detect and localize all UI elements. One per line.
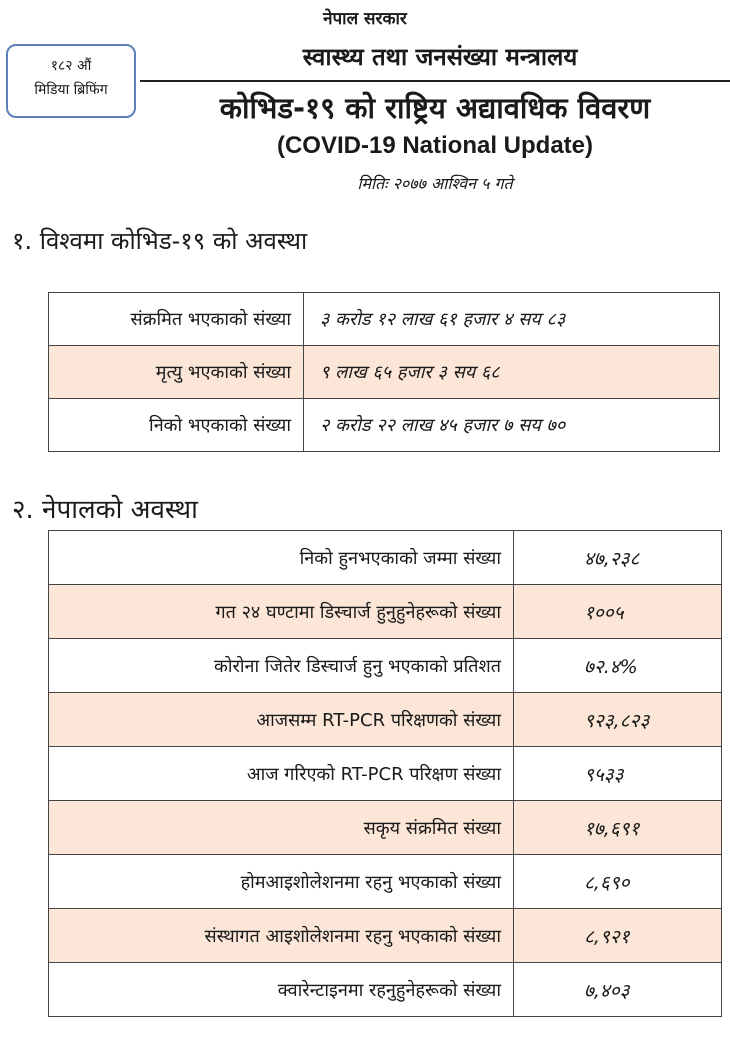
- table-row: [49, 346, 720, 399]
- table-row: [49, 855, 722, 909]
- page-subtitle: (COVID-19 National Update): [276, 132, 594, 159]
- row-value: ८,६९०: [514, 855, 722, 909]
- table-row: [49, 693, 722, 747]
- row-label: गत २४ घण्टामा डिस्चार्ज हुनुहुनेहरूको संख्या: [49, 585, 514, 639]
- row-value: ७,४०३: [514, 963, 722, 1017]
- report-date: मितिः २०७७ आश्विन ५ गते: [357, 174, 513, 193]
- row-value: १००५: [514, 585, 722, 639]
- row-label: आज गरिएको RT-PCR परिक्षण संख्या: [49, 747, 514, 801]
- row-label: होमआइशोलेशनमा रहनु भएकाको संख्या: [49, 855, 514, 909]
- row-label: निको भएकाको संख्या: [49, 399, 304, 452]
- row-value: ९५३३: [514, 747, 722, 801]
- header-divider: [140, 80, 730, 82]
- row-value: ९ लाख ६५ हजार ३ सय ६८: [304, 346, 720, 399]
- ministry-name: स्वास्थ्य तथा जनसंख्या मन्त्रालय: [302, 43, 578, 71]
- table-row: [49, 639, 722, 693]
- nepal-section-heading: २. नेपालको अवस्था: [12, 495, 198, 525]
- row-label: निको हुनभएकाको जम्मा संख्या: [49, 531, 514, 585]
- briefing-number: १८२ औं: [50, 58, 92, 74]
- row-label: आजसम्म RT-PCR परिक्षणको संख्या: [49, 693, 514, 747]
- table-row: [49, 909, 722, 963]
- world-section-heading: १. विश्वमा कोभिड-१९ को अवस्था: [12, 227, 308, 255]
- row-value: ८,९२१: [514, 909, 722, 963]
- row-value: ९२३,८२३: [514, 693, 722, 747]
- row-label: संक्रमित भएकाको संख्या: [49, 293, 304, 346]
- nepal-status-table: [48, 530, 722, 1017]
- table-row: [49, 963, 722, 1017]
- table-row: [49, 293, 720, 346]
- row-label: सकृय संक्रमित संख्या: [49, 801, 514, 855]
- table-row: [49, 585, 722, 639]
- row-label: कोरोना जितेर डिस्चार्ज हुनु भएकाको प्रतिशत: [49, 639, 514, 693]
- row-value: २ करोड २२ लाख ४५ हजार ७ सय ७०: [304, 399, 720, 452]
- row-label: क्वारेन्टाइनमा रहनुहुनेहरूको संख्या: [49, 963, 514, 1017]
- row-label: मृत्यु भएकाको संख्या: [49, 346, 304, 399]
- row-value: १७,६९१: [514, 801, 722, 855]
- table-row: [49, 399, 720, 452]
- page-title: कोभिड-१९ को राष्ट्रिय अद्यावधिक विवरण: [219, 91, 651, 125]
- row-label: संस्थागत आइशोलेशनमा रहनु भएकाको संख्या: [49, 909, 514, 963]
- table-row: [49, 747, 722, 801]
- table-row: [49, 801, 722, 855]
- table-row: [49, 531, 722, 585]
- row-value: ३ करोड १२ लाख ६१ हजार ४ सय ८३: [304, 293, 720, 346]
- briefing-label: मिडिया ब्रिफिंग: [34, 82, 108, 98]
- row-value: ७२.४%: [514, 639, 722, 693]
- government-name: नेपाल सरकार: [323, 9, 407, 29]
- row-value: ४७,२३८: [514, 531, 722, 585]
- briefing-badge: [6, 44, 136, 118]
- world-status-table: [48, 292, 720, 452]
